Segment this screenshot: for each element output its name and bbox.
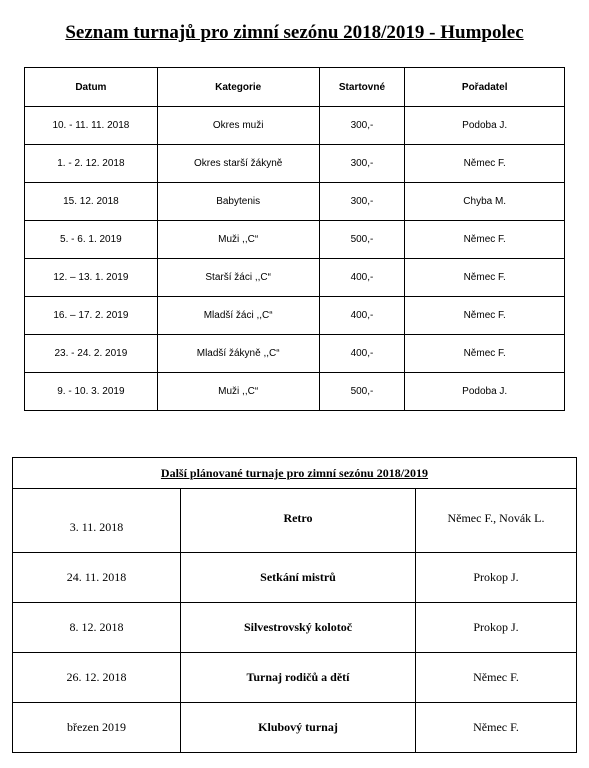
cell-date: 16. – 17. 2. 2019 bbox=[25, 297, 158, 335]
table-row bbox=[25, 373, 565, 411]
planned-tournaments-table bbox=[12, 457, 577, 753]
cell-fee: 500,- bbox=[319, 373, 405, 411]
table-row bbox=[13, 703, 577, 753]
cell-date: březen 2019 bbox=[13, 703, 181, 753]
cell-organizer: Němec F. bbox=[416, 653, 577, 703]
column-header-organizer: Pořadatel bbox=[405, 68, 565, 107]
table-row bbox=[13, 653, 577, 703]
page-title: Seznam turnajů pro zimní sezónu 2018/2019 - Humpolec bbox=[65, 22, 524, 43]
cell-category: Mladší žáci ,,C“ bbox=[157, 297, 319, 335]
cell-date: 8. 12. 2018 bbox=[13, 603, 181, 653]
cell-organizer: Podoba J. bbox=[405, 107, 565, 145]
table-row bbox=[25, 259, 565, 297]
column-header-date: Datum bbox=[25, 68, 158, 107]
planned-table-heading: Další plánované turnaje pro zimní sezónu 2018/2019 bbox=[13, 458, 577, 489]
cell-date: 10. - 11. 11. 2018 bbox=[25, 107, 158, 145]
cell-fee: 400,- bbox=[319, 335, 405, 373]
cell-category: Okres muži bbox=[157, 107, 319, 145]
cell-event-name: Retro bbox=[181, 489, 416, 553]
cell-fee: 300,- bbox=[319, 145, 405, 183]
cell-organizer: Němec F. bbox=[405, 259, 565, 297]
table-row bbox=[25, 145, 565, 183]
cell-organizer: Podoba J. bbox=[405, 373, 565, 411]
cell-date: 5. - 6. 1. 2019 bbox=[25, 221, 158, 259]
table-row bbox=[13, 603, 577, 653]
cell-date: 9. - 10. 3. 2019 bbox=[25, 373, 158, 411]
cell-category: Starší žáci ,,C“ bbox=[157, 259, 319, 297]
table-row bbox=[25, 297, 565, 335]
table-row bbox=[25, 335, 565, 373]
table-row bbox=[13, 489, 577, 553]
cell-organizer: Prokop J. bbox=[416, 603, 577, 653]
cell-event-name: Setkání mistrů bbox=[181, 553, 416, 603]
cell-event-name: Silvestrovský kolotoč bbox=[181, 603, 416, 653]
cell-organizer: Němec F. bbox=[405, 297, 565, 335]
table-row bbox=[13, 553, 577, 603]
cell-category: Muži ,,C“ bbox=[157, 373, 319, 411]
column-header-fee: Startovné bbox=[319, 68, 405, 107]
cell-category: Okres starší žákyně bbox=[157, 145, 319, 183]
table-header-row bbox=[25, 68, 565, 107]
cell-date: 15. 12. 2018 bbox=[25, 183, 158, 221]
cell-date: 26. 12. 2018 bbox=[13, 653, 181, 703]
table-row bbox=[25, 183, 565, 221]
tournament-table bbox=[24, 67, 565, 411]
cell-category: Mladší žákyně ,,C“ bbox=[157, 335, 319, 373]
cell-date: 12. – 13. 1. 2019 bbox=[25, 259, 158, 297]
cell-date: 1. - 2. 12. 2018 bbox=[25, 145, 158, 183]
cell-organizer: Němec F. bbox=[405, 145, 565, 183]
cell-fee: 400,- bbox=[319, 259, 405, 297]
cell-event-name: Turnaj rodičů a dětí bbox=[181, 653, 416, 703]
cell-fee: 400,- bbox=[319, 297, 405, 335]
cell-organizer: Němec F. bbox=[405, 221, 565, 259]
cell-organizer: Prokop J. bbox=[416, 553, 577, 603]
cell-event-name: Klubový turnaj bbox=[181, 703, 416, 753]
cell-organizer: Němec F., Novák L. bbox=[416, 489, 577, 553]
cell-fee: 300,- bbox=[319, 107, 405, 145]
table-row bbox=[25, 221, 565, 259]
cell-fee: 500,- bbox=[319, 221, 405, 259]
cell-date: 24. 11. 2018 bbox=[13, 553, 181, 603]
cell-fee: 300,- bbox=[319, 183, 405, 221]
table-row bbox=[25, 107, 565, 145]
cell-date: 3. 11. 2018 bbox=[13, 489, 181, 553]
cell-organizer: Němec F. bbox=[405, 335, 565, 373]
column-header-category: Kategorie bbox=[157, 68, 319, 107]
cell-date: 23. - 24. 2. 2019 bbox=[25, 335, 158, 373]
cell-category: Muži ,,C“ bbox=[157, 221, 319, 259]
cell-category: Babytenis bbox=[157, 183, 319, 221]
cell-organizer: Chyba M. bbox=[405, 183, 565, 221]
cell-organizer: Němec F. bbox=[416, 703, 577, 753]
